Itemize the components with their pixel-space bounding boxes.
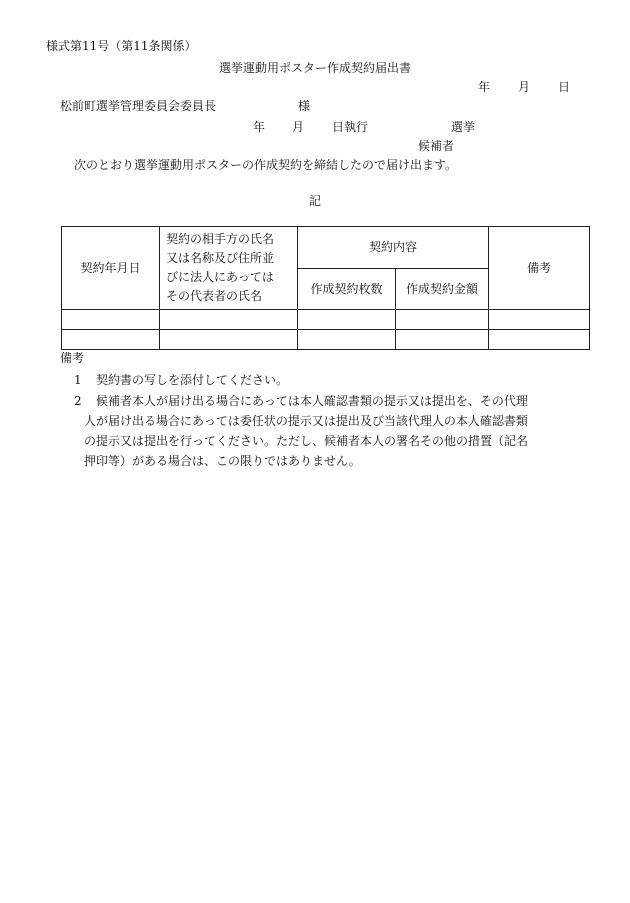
note-2-line-1: 候補者本人が届け出る場合にあっては本人確認書類の提示又は提出を、その代理: [96, 394, 528, 408]
table-cell[interactable]: [160, 310, 298, 330]
partner-label-line-4: その代表者の氏名: [166, 289, 263, 303]
addressee: 松前町選挙管理委員会委員長: [60, 99, 217, 113]
table-cell[interactable]: [396, 330, 489, 350]
partner-label-line-1: 契約の相手方の氏名: [166, 232, 275, 246]
contract-table: [61, 226, 590, 350]
col-header-contract-date: 契約年月日: [62, 227, 160, 310]
table-cell[interactable]: [62, 310, 160, 330]
election-month-label: 月: [292, 120, 305, 134]
partner-label-line-3: びに法人にあっては: [166, 270, 274, 284]
note-2-line-2: 人が届け出る場合にあっては委任状の提示又は提出及び当該代理人の本人確認書類: [84, 414, 528, 428]
note-2-line-3: の提示又は提出を行ってください。ただし、候補者本人の署名その他の措置（記名: [84, 434, 529, 448]
date-year-label: 年: [478, 80, 491, 94]
col-header-contract-contents: 契約内容: [298, 227, 489, 269]
document-title: 選挙運動用ポスター作成契約届出書: [218, 61, 411, 75]
addressee-honorific: 様: [298, 99, 311, 113]
notes-heading: 備考: [60, 351, 85, 365]
election-day-label: 日執行: [332, 120, 369, 134]
col-header-partner: [160, 227, 298, 310]
note-1-number: 1: [74, 373, 82, 387]
table-cell[interactable]: [489, 330, 590, 350]
table-cell[interactable]: [396, 310, 489, 330]
table-cell[interactable]: [489, 310, 590, 330]
col-header-count: 作成契約枚数: [298, 268, 396, 310]
intro-text: 次のとおり選挙運動用ポスターの作成契約を締結したので届け出ます。: [74, 158, 458, 172]
election-label: 選挙: [451, 120, 476, 134]
election-year-label: 年: [253, 120, 266, 134]
table-row: [62, 310, 590, 330]
note-2-line-4: 押印等）がある場合は、この限りではありません。: [84, 454, 361, 468]
note-2-number: 2: [74, 394, 82, 408]
table-cell[interactable]: [298, 330, 396, 350]
table-cell[interactable]: [298, 310, 396, 330]
table-row: [62, 330, 590, 350]
note-1-text: 契約書の写しを添付してください。: [96, 373, 289, 387]
ki-heading: 記: [308, 194, 321, 208]
col-header-remarks: 備考: [489, 227, 590, 310]
partner-label-line-2: 又は名称及び住所並: [166, 251, 275, 265]
date-month-label: 月: [518, 80, 531, 94]
col-header-amount: 作成契約金額: [396, 268, 489, 310]
candidate-label: 候補者: [418, 139, 455, 153]
table-cell[interactable]: [62, 330, 160, 350]
date-day-label: 日: [558, 80, 571, 94]
table-cell[interactable]: [160, 330, 298, 350]
form-number: 様式第11号（第11条関係）: [46, 39, 197, 53]
